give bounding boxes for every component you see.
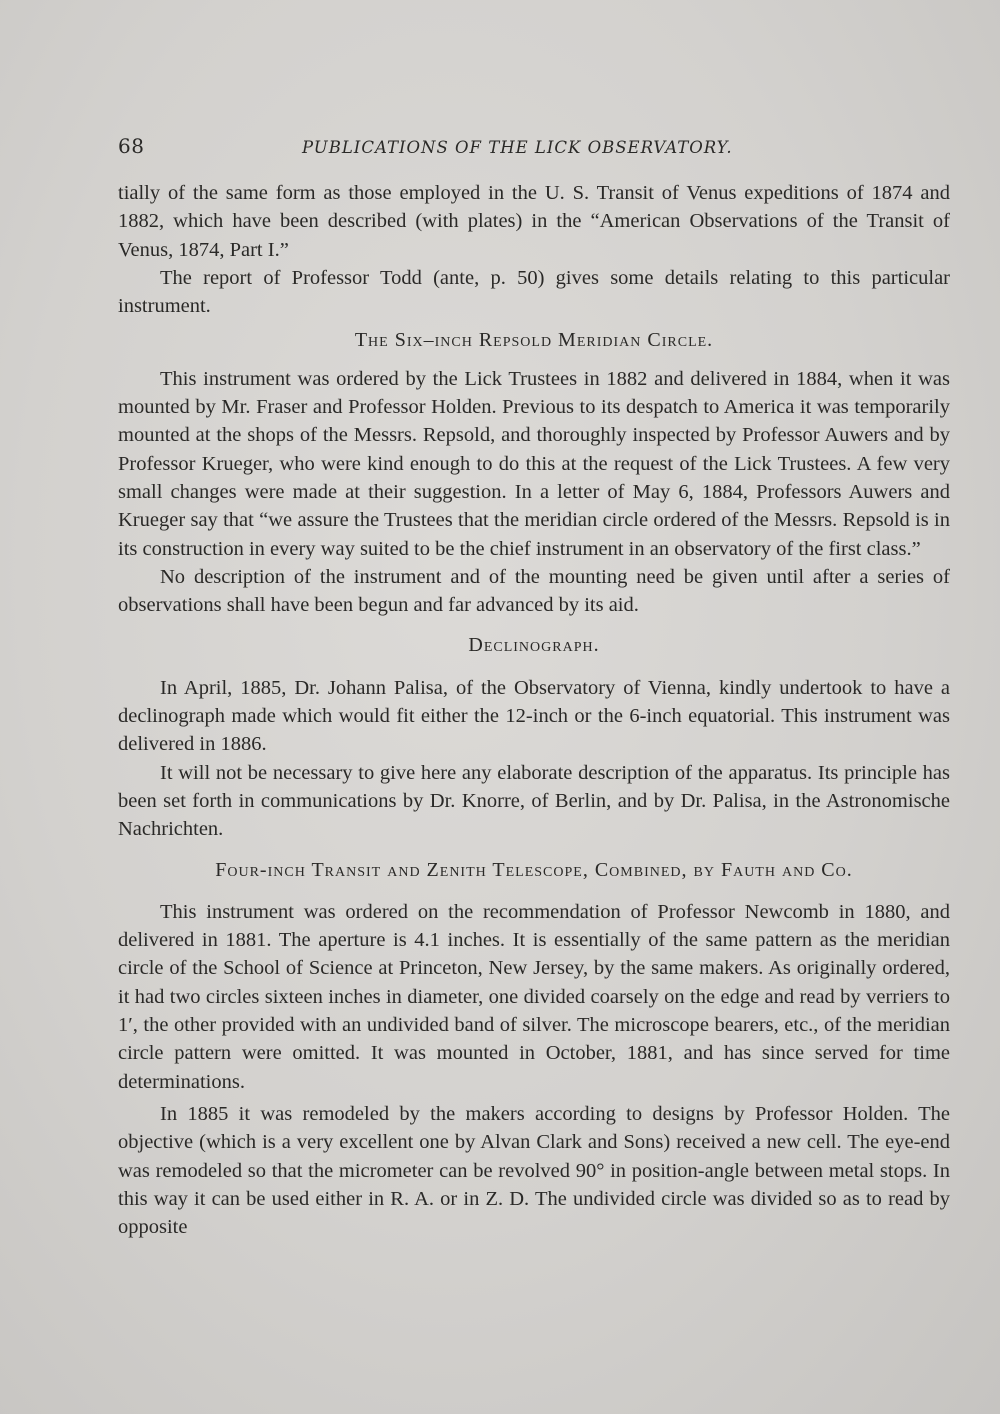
paragraph-meridian-circle: This instrument was ordered by the Lick Trustees in 1882 and delivered in 1884, when it was mounted by Mr. Fraser and Professor Holden. Previous to its despatch to America it was temporarily mounted at the shops of the Messrs. Repsold, and thoroughly inspected by Professor Auwers and by Professor Krueger, who were kind enough to do this at the request of the Lick Trustees. A few very small changes were made at their suggestion. In a letter of May 6, 1884, Professors Auwers and Krueger say that “we assure the Trustees that the meridian circle ordered of the Messrs. Repsold is in its construction in every way suited to be the chief instrument in an observatory of the first class.” (118, 367, 950, 560)
page-number: 68 (118, 134, 145, 158)
paragraph-transit-telescope: This instrument was ordered on the recommendation of Professor Newcomb in 1880, and delivered in 1881. The aperture is 4.1 inches. It is essentially of the same pattern as the meridian circle of the School of Science at Princeton, New Jersey, by the same makers. As originally ordered, it had two circles sixteen inches in diameter, one divided coarsely on the edge and read by verriers to 1′, the other provided with an undivided band of silver. The microscope bearers, etc., of the meridian circle pattern were omitted. It was mounted in October, 1881, and has since served for time determinations. (118, 900, 950, 1093)
body-text (118, 179, 950, 1241)
running-head (118, 134, 950, 162)
paragraph-declinograph: In April, 1885, Dr. Johann Palisa, of the Observatory of Vienna, kindly undertook to have a declinograph made which would fit either the 12-inch or the 6-inch equatorial. This instrument was delivered in 1886. (118, 676, 950, 756)
paragraph-meridian-description: No description of the instrument and of the mounting need be given until after a series of observations shall have been begun and far advanced by its aid. (118, 565, 950, 617)
section-heading-declinograph: Declinograph. (468, 634, 600, 657)
running-title: PUBLICATIONS OF THE LICK OBSERVATORY. (302, 138, 733, 157)
paragraph-continued: tially of the same form as those employed in the U. S. Transit of Venus expeditions of 1874 and 1882, which have been described (with plates) in the “American Observations of the Transit of Venus, 1874, Part I.” (118, 182, 950, 261)
section-heading-meridian-circle: The Six–inch Repsold Meridian Circle. (354, 329, 714, 352)
paragraph-todd-report: The report of Professor Todd (ante, p. 50) gives some details relating to this particular instrument. (118, 266, 950, 318)
paragraph-remodeling: In 1885 it was remodeled by the makers according to designs by Professor Holden. The objective (which is a very excellent one by Alvan Clark and Sons) received a new cell. The eye-end was remodeled so that the micrometer can be revolved 90° in position-angle between metal stops. In this way it can be used either in R. A. or in Z. D. The undivided circle was divided so as to read by opposite (118, 1102, 950, 1239)
section-heading-transit-telescope: Four-inch Transit and Zenith Telescope, Combined, by Fauth and Co. (215, 858, 853, 881)
paragraph-declinograph-principle: It will not be necessary to give here any elaborate description of the apparatus. Its principle has been set forth in communications by Dr. Knorre, of Berlin, and by Dr. Palisa, in the Astronomische Nachrichten. (118, 761, 950, 841)
